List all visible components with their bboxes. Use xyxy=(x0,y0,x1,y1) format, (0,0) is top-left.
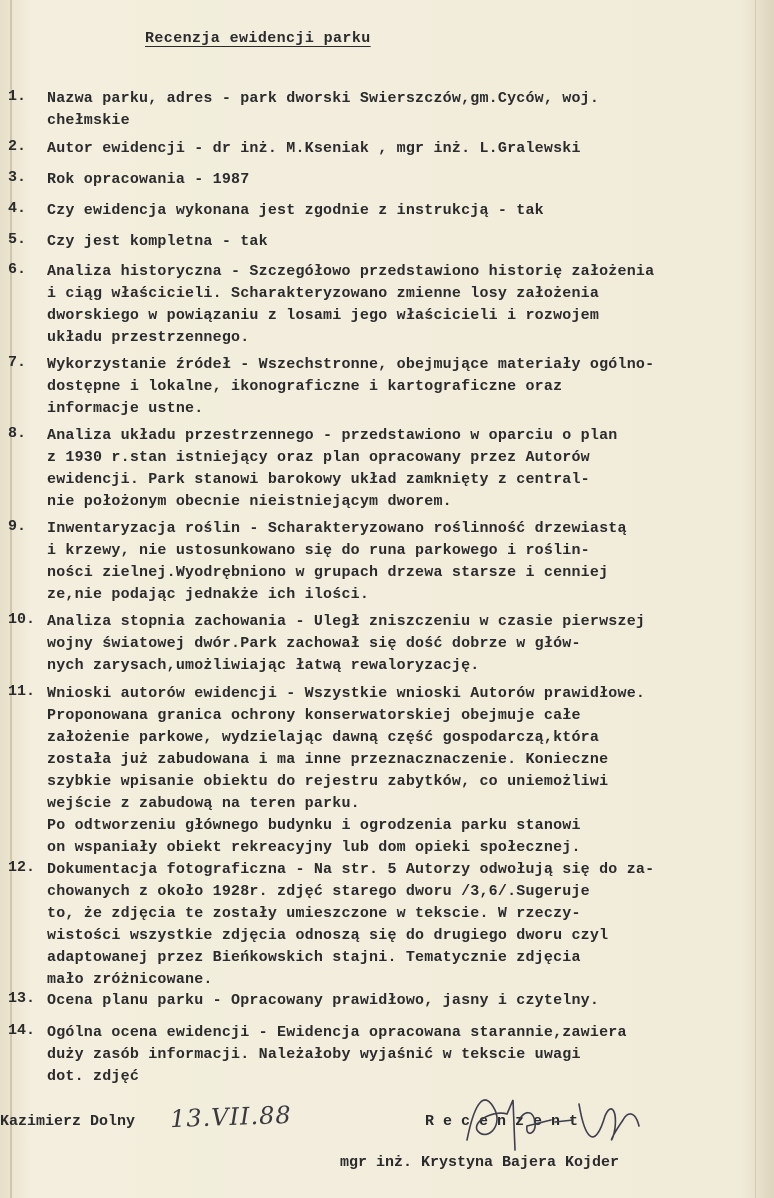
item-number: 5. xyxy=(8,231,27,248)
item-text-line: Analiza stopnia zachowania - Uległ zniszczeniu w czasie pierwszej xyxy=(47,613,646,630)
item-text-line: to, że zdjęcia te zostały umieszczone w tekscie. W rzeczy- xyxy=(47,905,581,922)
item-text-line: on wspaniały obiekt rekreacyjny lub dom opieki społecznej. xyxy=(47,839,581,856)
item-text-line: Czy jest kompletna - tak xyxy=(47,233,268,250)
reviewer-name: mgr inż. Krystyna Bajera Kojder xyxy=(340,1154,620,1171)
document-title: Recenzja ewidencji parku xyxy=(145,30,371,47)
item-text-line: Ocena planu parku - Opracowany prawidłowo, jasny i czytelny. xyxy=(47,992,600,1009)
item-text-line: Czy ewidencja wykonana jest zgodnie z instrukcją - tak xyxy=(47,202,544,219)
item-text-line: wojny światowej dwór.Park zachował się dość dobrze w głów- xyxy=(47,635,581,652)
item-number: 11. xyxy=(8,683,36,700)
item-number: 7. xyxy=(8,354,27,371)
item-text-line: ności zielnej.Wyodrębniono w grupach drzewa starsze i cenniej xyxy=(47,564,609,581)
item-number: 4. xyxy=(8,200,27,217)
item-text-line: Analiza historyczna - Szczegółowo przedstawiono historię założenia xyxy=(47,263,655,280)
handwritten-signature xyxy=(455,1080,655,1160)
item-text-line: założenie parkowe, wydzielając dawną część gospodarczą,która xyxy=(47,729,600,746)
item-text-line: szybkie wpisanie obiektu do rejestru zabytków, co uniemożliwi xyxy=(47,773,609,790)
item-text-line: duży zasób informacji. Należałoby wyjaśnić w tekscie uwagi xyxy=(47,1046,581,1063)
item-text-line: Nazwa parku, adres - park dworski Swierszczów,gm.Cyców, woj. xyxy=(47,90,600,107)
item-text-line: Proponowana granica ochrony konserwatorskiej obejmuje całe xyxy=(47,707,581,724)
item-text-line: dostępne i lokalne, ikonograficzne i kartograficzne oraz xyxy=(47,378,563,395)
item-text-line: Rok opracowania - 1987 xyxy=(47,171,250,188)
item-text-line: z 1930 r.stan istniejący oraz plan opracowany przez Autorów xyxy=(47,449,590,466)
item-text-line: Ogólna ocena ewidencji - Ewidencja opracowana starannie,zawiera xyxy=(47,1024,627,1041)
item-text-line: dot. zdjęć xyxy=(47,1068,140,1085)
item-text-line: Inwentaryzacja roślin - Scharakteryzowano roślinność drzewiastą xyxy=(47,520,627,537)
item-text-line: ze,nie podając jednakże ich ilości. xyxy=(47,586,370,603)
item-number: 10. xyxy=(8,611,36,628)
item-text-line: układu przestrzennego. xyxy=(47,329,250,346)
item-number: 13. xyxy=(8,990,36,1007)
item-text-line: Dokumentacja fotograficzna - Na str. 5 Autorzy odwołują się do za- xyxy=(47,861,655,878)
item-text-line: Autor ewidencji - dr inż. M.Kseniak , mgr inż. L.Gralewski xyxy=(47,140,581,157)
reviewer-label: Recenzent xyxy=(425,1113,588,1130)
item-text-line: wistości wszystkie zdjęcia odnoszą się do drugiego dworu czyl xyxy=(47,927,609,944)
item-number: 2. xyxy=(8,138,27,155)
item-number: 9. xyxy=(8,518,27,535)
item-text-line: Analiza układu przestrzennego - przedstawiono w oparciu o plan xyxy=(47,427,618,444)
item-number: 1. xyxy=(8,88,27,105)
item-text-line: Po odtworzeniu głównego budynku i ogrodzenia parku stanowi xyxy=(47,817,581,834)
item-text-line: i ciąg właścicieli. Scharakteryzowano zmienne losy założenia xyxy=(47,285,600,302)
item-text-line: i krzewy, nie ustosunkowano się do runa parkowego i roślin- xyxy=(47,542,590,559)
item-text-line: mało zróżnicowane. xyxy=(47,971,213,988)
item-number: 6. xyxy=(8,261,27,278)
item-text-line: została już zabudowana i ma inne przeznacznaczenie. Konieczne xyxy=(47,751,609,768)
item-text-line: chełmskie xyxy=(47,112,130,129)
item-text-line: dworskiego w powiązaniu z losami jego właścicieli i rozwojem xyxy=(47,307,600,324)
item-number: 8. xyxy=(8,425,27,442)
item-text-line: wejście z zabudową na teren parku. xyxy=(47,795,360,812)
item-text-line: nych zarysach,umożliwiając łatwą rewaloryzację. xyxy=(47,657,480,674)
item-text-line: Wykorzystanie źródeł - Wszechstronne, obejmujące materiały ogólno- xyxy=(47,356,655,373)
item-number: 3. xyxy=(8,169,27,186)
item-number: 14. xyxy=(8,1022,36,1039)
handwritten-date: 13.VII.88 xyxy=(169,1100,293,1134)
footer-place: Kazimierz Dolny xyxy=(0,1113,136,1130)
item-text-line: informacje ustne. xyxy=(47,400,204,417)
item-text-line: chowanych z około 1928r. zdjęć starego dworu /3,6/.Sugeruje xyxy=(47,883,590,900)
paper-fold-right xyxy=(755,0,756,1198)
item-text-line: adaptowanej przez Bieńkowskich stajni. Tematycznie zdjęcia xyxy=(47,949,581,966)
item-number: 12. xyxy=(8,859,36,876)
item-text-line: ewidencji. Park stanowi barokowy układ zamknięty z central- xyxy=(47,471,590,488)
item-text-line: Wnioski autorów ewidencji - Wszystkie wnioski Autorów prawidłowe. xyxy=(47,685,646,702)
item-text-line: nie położonym obecnie nieistniejącym dworem. xyxy=(47,493,452,510)
